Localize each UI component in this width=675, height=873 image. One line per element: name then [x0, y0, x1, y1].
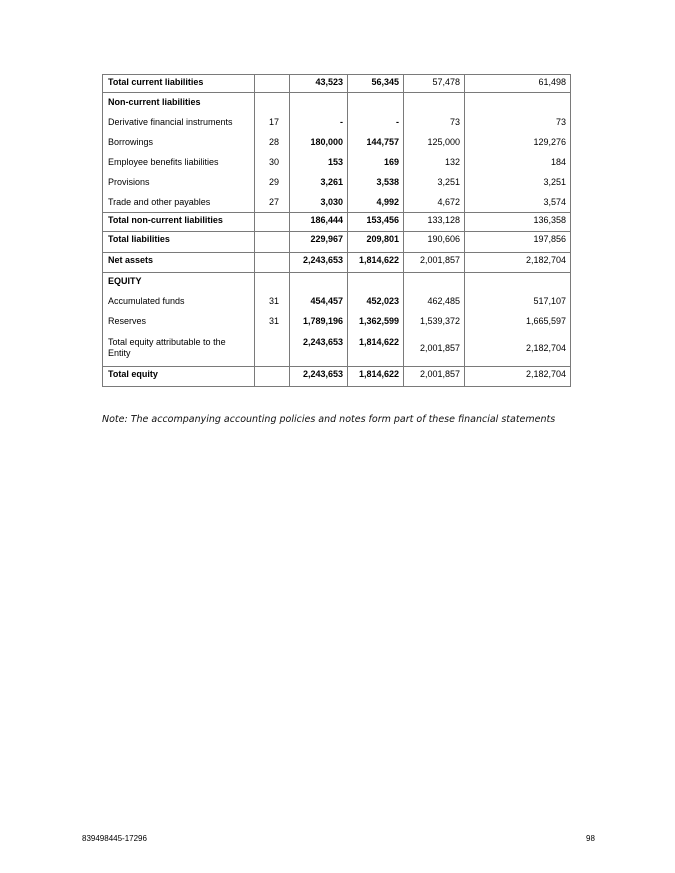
row-label: Employee benefits liabilities	[103, 153, 255, 173]
row-value-col3: 2,001,857	[404, 253, 465, 273]
row-value-col4: 129,276	[465, 133, 571, 153]
statements-footnote: Note: The accompanying accounting policies and notes form part of these financial statements	[102, 414, 556, 425]
row-note: 17	[255, 113, 290, 133]
row-label: Provisions	[103, 173, 255, 193]
row-note: 29	[255, 173, 290, 193]
row-value-col3: 73	[404, 113, 465, 133]
table-row	[103, 333, 571, 367]
row-value-col1: 43,523	[290, 75, 348, 93]
row-value-col4: 184	[465, 153, 571, 173]
row-value-col4: 136,358	[465, 213, 571, 232]
row-label: EQUITY	[103, 273, 255, 293]
table-row	[103, 213, 571, 232]
row-value-col3: 133,128	[404, 213, 465, 232]
row-value-col4: 61,498	[465, 75, 571, 93]
row-value-col2: 144,757	[348, 133, 404, 153]
row-label: Total liabilities	[103, 232, 255, 253]
row-value-col2: 209,801	[348, 232, 404, 253]
row-note	[255, 273, 290, 293]
row-note: 31	[255, 313, 290, 333]
row-note: 28	[255, 133, 290, 153]
row-label: Total equity attributable to the Entity	[103, 333, 255, 367]
row-value-col1: 186,444	[290, 213, 348, 232]
row-value-col4: 73	[465, 113, 571, 133]
table-row	[103, 113, 571, 133]
row-value-col1: 229,967	[290, 232, 348, 253]
row-value-col1: 2,243,653	[290, 333, 348, 367]
table-row	[103, 367, 571, 387]
row-value-col4: 517,107	[465, 293, 571, 313]
row-label: Trade and other payables	[103, 193, 255, 213]
row-value-col2: 1,814,622	[348, 367, 404, 387]
row-value-col1: 153	[290, 153, 348, 173]
page-number: 98	[586, 834, 595, 843]
row-label: Reserves	[103, 313, 255, 333]
row-note	[255, 93, 290, 113]
row-value-col4: 197,856	[465, 232, 571, 253]
row-label: Accumulated funds	[103, 293, 255, 313]
row-value-col2: 3,538	[348, 173, 404, 193]
row-label: Total current liabilities	[103, 75, 255, 93]
row-value-col2: 153,456	[348, 213, 404, 232]
table-row	[103, 75, 571, 93]
row-value-col3: 2,001,857	[404, 333, 465, 367]
row-value-col3: 57,478	[404, 75, 465, 93]
row-label: Borrowings	[103, 133, 255, 153]
table-row	[103, 153, 571, 173]
row-note	[255, 75, 290, 93]
row-label: Total non-current liabilities	[103, 213, 255, 232]
table-row	[103, 273, 571, 293]
row-value-col2: 4,992	[348, 193, 404, 213]
row-value-col1	[290, 273, 348, 293]
row-value-col4: 2,182,704	[465, 333, 571, 367]
row-note	[255, 367, 290, 387]
table-row	[103, 313, 571, 333]
row-value-col1	[290, 93, 348, 113]
row-note	[255, 253, 290, 273]
row-value-col1: 1,789,196	[290, 313, 348, 333]
row-value-col1: -	[290, 113, 348, 133]
row-value-col2: 56,345	[348, 75, 404, 93]
row-value-col3: 462,485	[404, 293, 465, 313]
table-row	[103, 93, 571, 113]
row-value-col3: 3,251	[404, 173, 465, 193]
row-value-col4: 2,182,704	[465, 253, 571, 273]
row-value-col4	[465, 93, 571, 113]
row-value-col1: 454,457	[290, 293, 348, 313]
row-value-col3	[404, 93, 465, 113]
row-value-col2: 452,023	[348, 293, 404, 313]
row-value-col2: -	[348, 113, 404, 133]
financial-position-table-container	[102, 74, 570, 387]
row-note	[255, 333, 290, 367]
row-value-col4	[465, 273, 571, 293]
row-value-col3: 132	[404, 153, 465, 173]
table-row	[103, 253, 571, 273]
row-value-col1: 3,030	[290, 193, 348, 213]
row-label: Net assets	[103, 253, 255, 273]
row-value-col3: 2,001,857	[404, 367, 465, 387]
table-row	[103, 193, 571, 213]
row-note: 30	[255, 153, 290, 173]
row-value-col3: 4,672	[404, 193, 465, 213]
table-row	[103, 293, 571, 313]
row-value-col2	[348, 93, 404, 113]
row-value-col2: 1,814,622	[348, 333, 404, 367]
row-value-col4: 1,665,597	[465, 313, 571, 333]
row-value-col3: 125,000	[404, 133, 465, 153]
row-value-col2	[348, 273, 404, 293]
row-value-col3: 190,606	[404, 232, 465, 253]
row-value-col4: 3,574	[465, 193, 571, 213]
row-value-col4: 3,251	[465, 173, 571, 193]
row-value-col2: 169	[348, 153, 404, 173]
table-row	[103, 173, 571, 193]
row-value-col4: 2,182,704	[465, 367, 571, 387]
row-note: 31	[255, 293, 290, 313]
row-note	[255, 213, 290, 232]
row-label: Non-current liabilities	[103, 93, 255, 113]
row-value-col1: 3,261	[290, 173, 348, 193]
row-value-col1: 2,243,653	[290, 253, 348, 273]
row-note: 27	[255, 193, 290, 213]
table-row	[103, 232, 571, 253]
row-label: Derivative financial instruments	[103, 113, 255, 133]
row-value-col3	[404, 273, 465, 293]
financial-position-table	[102, 74, 571, 387]
row-value-col2: 1,814,622	[348, 253, 404, 273]
document-id: 839498445-17296	[82, 834, 147, 843]
row-value-col1: 180,000	[290, 133, 348, 153]
row-value-col1: 2,243,653	[290, 367, 348, 387]
table-row	[103, 133, 571, 153]
row-value-col3: 1,539,372	[404, 313, 465, 333]
row-label: Total equity	[103, 367, 255, 387]
row-value-col2: 1,362,599	[348, 313, 404, 333]
row-note	[255, 232, 290, 253]
